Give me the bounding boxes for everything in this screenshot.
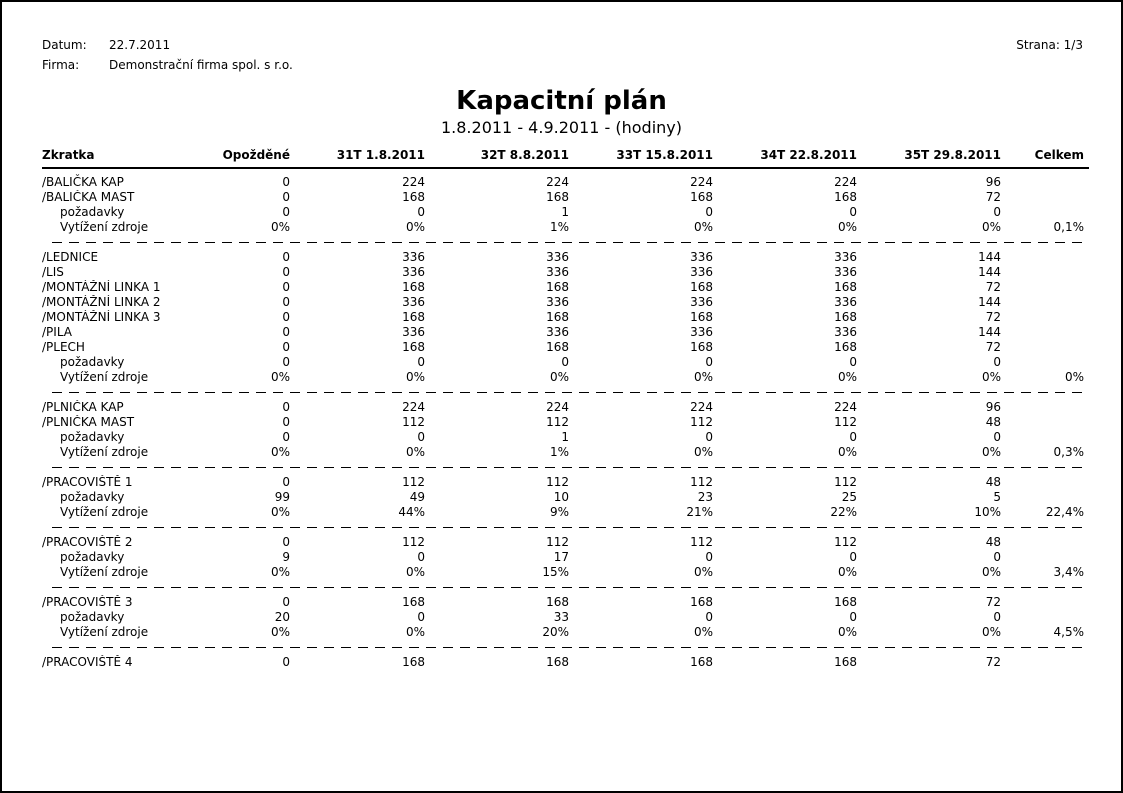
separator-cell <box>42 235 1089 250</box>
separator-cell <box>42 640 1089 655</box>
cell-value: 0 <box>282 355 290 369</box>
cell-value: 0% <box>549 370 569 384</box>
cell-value: 72 <box>985 655 1001 669</box>
cell-value: 168 <box>546 655 569 669</box>
cell-value: 20 <box>274 610 290 624</box>
dashed-divider <box>52 527 1089 528</box>
table-row <box>42 295 1089 310</box>
cell-value: 224 <box>690 175 713 189</box>
cell-value <box>1001 535 1089 550</box>
cell-value <box>1001 295 1089 310</box>
cell-value: 168 <box>402 190 425 204</box>
cell-value: 168 <box>834 595 857 609</box>
table-row <box>42 190 1089 205</box>
cell-value: 144 <box>978 295 1001 309</box>
company-label: Firma: <box>42 58 80 72</box>
separator-cell <box>42 520 1089 535</box>
cell-value: 336 <box>546 265 569 279</box>
table-row <box>42 280 1089 295</box>
cell-value: 0 <box>282 175 290 189</box>
dashed-divider <box>52 242 1089 243</box>
cell-value: 72 <box>985 280 1001 294</box>
cell-value: 0 <box>282 655 290 669</box>
row-label: /PLECH <box>42 340 85 354</box>
table-row <box>42 610 1089 625</box>
cell-value <box>1001 205 1089 220</box>
cell-value: 0 <box>282 340 290 354</box>
cell-value: 112 <box>690 475 713 489</box>
cell-value <box>1001 355 1089 370</box>
cell-value: 336 <box>834 295 857 309</box>
cell-value: 0% <box>405 370 425 384</box>
cell-value: 0 <box>282 325 290 339</box>
cell-value: 0% <box>693 565 713 579</box>
cell-value: 0 <box>705 610 713 624</box>
row-label: /PILA <box>42 325 72 339</box>
table-row <box>42 595 1089 610</box>
cell-value: 0% <box>837 625 857 639</box>
row-label: Vytížení zdroje <box>60 565 149 579</box>
table-row <box>42 310 1089 325</box>
cell-value: 0% <box>837 220 857 234</box>
cell-value: 168 <box>402 340 425 354</box>
table-row <box>42 535 1089 550</box>
cell-value: 168 <box>690 340 713 354</box>
cell-value: 99 <box>274 490 290 504</box>
cell-value: 49 <box>409 490 425 504</box>
cell-value: 0 <box>849 610 857 624</box>
row-label: /BALIČKA MAST <box>42 190 135 204</box>
cell-value <box>1001 168 1089 190</box>
cell-value: 0 <box>417 355 425 369</box>
cell-value: 144 <box>978 325 1001 339</box>
cell-value: 168 <box>690 190 713 204</box>
row-label: /LIS <box>42 265 64 279</box>
cell-value: 20% <box>542 625 569 639</box>
cell-value: 0 <box>993 205 1001 219</box>
cell-value: 168 <box>546 310 569 324</box>
cell-value: 25 <box>841 490 857 504</box>
separator-cell <box>42 580 1089 595</box>
table-row <box>42 415 1089 430</box>
table-row <box>42 355 1089 370</box>
table-row <box>42 265 1089 280</box>
report-subtitle: 1.8.2011 - 4.9.2011 - (hodiny) <box>440 118 682 137</box>
table-row <box>42 205 1089 220</box>
cell-value: 0 <box>849 430 857 444</box>
table-row <box>42 565 1089 580</box>
cell-value <box>1001 655 1089 670</box>
table-row <box>42 220 1089 235</box>
cell-value: 72 <box>985 340 1001 354</box>
row-label: požadavky <box>60 610 125 624</box>
cell-value: 168 <box>546 190 569 204</box>
cell-value <box>1001 610 1089 625</box>
cell-value: 0 <box>849 355 857 369</box>
row-label: /PRACOVIŠTĚ 1 <box>42 475 133 489</box>
cell-value: 0 <box>282 310 290 324</box>
meta-date-row <box>42 35 293 55</box>
cell-value <box>1001 475 1089 490</box>
cell-value: 0% <box>693 445 713 459</box>
cell-value: 0 <box>282 295 290 309</box>
row-label: /PLNIČKA MAST <box>42 415 135 429</box>
cell-value <box>1001 250 1089 265</box>
cell-value: 0 <box>849 205 857 219</box>
table-row <box>42 475 1089 490</box>
cell-value <box>1001 550 1089 565</box>
cell-value: 112 <box>402 415 425 429</box>
cell-value: 72 <box>985 310 1001 324</box>
cell-value: 112 <box>546 535 569 549</box>
cell-value: 0% <box>981 565 1001 579</box>
column-header-week31: 31T 1.8.2011 <box>290 148 425 168</box>
column-header-week35: 35T 29.8.2011 <box>857 148 1001 168</box>
cell-value: 168 <box>402 595 425 609</box>
cell-value: 224 <box>834 175 857 189</box>
cell-value: 336 <box>690 250 713 264</box>
cell-value: 1% <box>549 445 569 459</box>
meta-company-row <box>42 55 293 75</box>
cell-value <box>1001 325 1089 340</box>
cell-value: 224 <box>402 175 425 189</box>
cell-value: 144 <box>978 250 1001 264</box>
cell-value: 23 <box>697 490 713 504</box>
table-header-row <box>42 148 1089 168</box>
cell-value: 144 <box>978 265 1001 279</box>
cell-value: 0% <box>270 220 290 234</box>
cell-value: 0% <box>693 370 713 384</box>
report-title: Kapacitní plán <box>456 86 667 116</box>
column-header-week32: 32T 8.8.2011 <box>425 148 569 168</box>
cell-value: 96 <box>985 400 1001 414</box>
dashed-divider <box>52 392 1089 393</box>
cell-value: 0 <box>417 550 425 564</box>
cell-value <box>1001 595 1089 610</box>
cell-value: 168 <box>690 655 713 669</box>
cell-value: 336 <box>834 265 857 279</box>
cell-value: 1 <box>561 205 569 219</box>
row-label: /MONTÁŽNÍ LINKA 2 <box>42 295 161 309</box>
cell-value: 0% <box>405 625 425 639</box>
cell-value <box>1001 280 1089 295</box>
cell-value: 0 <box>282 475 290 489</box>
cell-value: 0% <box>405 220 425 234</box>
row-label: požadavky <box>60 430 125 444</box>
separator-cell <box>42 385 1089 400</box>
dashed-divider <box>52 647 1089 648</box>
row-label: požadavky <box>60 355 125 369</box>
cell-value <box>1001 490 1089 505</box>
cell-value: 0% <box>405 445 425 459</box>
table-row <box>42 430 1089 445</box>
cell-value: 224 <box>834 400 857 414</box>
cell-value: 112 <box>834 415 857 429</box>
cell-value: 0% <box>270 370 290 384</box>
cell-value: 0 <box>282 595 290 609</box>
row-label: Vytížení zdroje <box>60 625 149 639</box>
cell-value: 336 <box>402 295 425 309</box>
table-row <box>42 505 1089 520</box>
group-separator-row <box>42 580 1089 595</box>
cell-value: 112 <box>546 415 569 429</box>
company-value: Demonstrační firma spol. s r.o. <box>109 58 293 72</box>
table-row <box>42 325 1089 340</box>
cell-value: 336 <box>546 295 569 309</box>
table-row <box>42 400 1089 415</box>
cell-value: 72 <box>985 595 1001 609</box>
cell-value: 168 <box>546 280 569 294</box>
cell-value: 0 <box>561 355 569 369</box>
cell-value: 17 <box>553 550 569 564</box>
cell-value: 0 <box>705 205 713 219</box>
report-meta <box>42 35 293 75</box>
row-label: /MONTÁŽNÍ LINKA 3 <box>42 310 161 324</box>
cell-value: 0 <box>993 355 1001 369</box>
cell-value: 336 <box>690 295 713 309</box>
cell-value: 112 <box>546 475 569 489</box>
cell-value: 44% <box>398 505 425 519</box>
cell-value: 0% <box>270 625 290 639</box>
cell-value: 224 <box>402 400 425 414</box>
table-row <box>42 370 1089 385</box>
cell-value: 336 <box>402 250 425 264</box>
cell-value: 168 <box>834 340 857 354</box>
column-header-opozdene: Opožděné <box>222 148 290 168</box>
cell-value: 72 <box>985 190 1001 204</box>
cell-value: 15% <box>542 565 569 579</box>
cell-value: 336 <box>690 265 713 279</box>
cell-value: 0 <box>282 280 290 294</box>
cell-value: 0 <box>417 610 425 624</box>
row-label: Vytížení zdroje <box>60 220 149 234</box>
cell-value: 336 <box>834 250 857 264</box>
cell-value: 168 <box>690 310 713 324</box>
column-header-zkratka: Zkratka <box>42 148 222 168</box>
group-separator-row <box>42 385 1089 400</box>
cell-value: 0% <box>405 565 425 579</box>
cell-value: 0% <box>981 370 1001 384</box>
row-label: Vytížení zdroje <box>60 370 149 384</box>
cell-value: 0% <box>1064 370 1084 384</box>
cell-value: 0 <box>417 430 425 444</box>
cell-value <box>1001 265 1089 280</box>
table-row <box>42 655 1089 670</box>
cell-value: 336 <box>546 325 569 339</box>
cell-value: 0% <box>837 445 857 459</box>
cell-value: 48 <box>985 415 1001 429</box>
cell-value: 0 <box>993 430 1001 444</box>
cell-value: 0,1% <box>1053 220 1084 234</box>
cell-value: 336 <box>690 325 713 339</box>
capacity-table <box>42 148 1089 670</box>
cell-value <box>1001 415 1089 430</box>
cell-value: 112 <box>834 475 857 489</box>
cell-value: 0% <box>270 565 290 579</box>
cell-value: 0 <box>705 430 713 444</box>
table-body <box>42 168 1089 670</box>
row-label: požadavky <box>60 490 125 504</box>
cell-value: 0 <box>705 355 713 369</box>
cell-value: 168 <box>402 655 425 669</box>
row-label: požadavky <box>60 205 125 219</box>
cell-value: 4,5% <box>1053 625 1084 639</box>
group-separator-row <box>42 235 1089 250</box>
cell-value: 168 <box>690 280 713 294</box>
cell-value: 168 <box>834 280 857 294</box>
table-row <box>42 490 1089 505</box>
table-row <box>42 445 1089 460</box>
cell-value: 336 <box>546 250 569 264</box>
cell-value: 0 <box>993 550 1001 564</box>
cell-value: 112 <box>834 535 857 549</box>
date-value: 22.7.2011 <box>109 38 171 52</box>
cell-value: 0% <box>837 565 857 579</box>
cell-value: 22,4% <box>1045 505 1084 519</box>
row-label: /LEDNICE <box>42 250 99 264</box>
table-row <box>42 625 1089 640</box>
cell-value: 0 <box>993 610 1001 624</box>
cell-value: 10% <box>974 505 1001 519</box>
table-row <box>42 550 1089 565</box>
cell-value: 224 <box>546 400 569 414</box>
column-header-celkem: Celkem <box>1001 148 1089 168</box>
cell-value: 336 <box>402 325 425 339</box>
cell-value: 0 <box>417 205 425 219</box>
page-number: Strana: 1/3 <box>1016 38 1083 52</box>
cell-value: 168 <box>546 595 569 609</box>
cell-value: 224 <box>546 175 569 189</box>
cell-value: 168 <box>834 655 857 669</box>
cell-value: 0% <box>693 625 713 639</box>
dashed-divider <box>52 467 1089 468</box>
cell-value: 224 <box>690 400 713 414</box>
cell-value: 0 <box>282 415 290 429</box>
table-row <box>42 340 1089 355</box>
row-label: požadavky <box>60 550 125 564</box>
row-label: Vytížení zdroje <box>60 445 149 459</box>
cell-value: 0 <box>282 400 290 414</box>
cell-value: 9 <box>282 550 290 564</box>
table-row <box>42 168 1089 190</box>
cell-value: 48 <box>985 475 1001 489</box>
cell-value: 48 <box>985 535 1001 549</box>
table-row <box>42 250 1089 265</box>
cell-value: 112 <box>690 535 713 549</box>
row-label: /PRACOVIŠTĚ 4 <box>42 655 133 669</box>
cell-value: 0% <box>693 220 713 234</box>
cell-value: 336 <box>834 325 857 339</box>
row-label: /PLNIČKA KAP <box>42 400 124 414</box>
cell-value: 168 <box>402 280 425 294</box>
cell-value: 21% <box>686 505 713 519</box>
cell-value: 112 <box>402 475 425 489</box>
cell-value: 33 <box>553 610 569 624</box>
cell-value <box>1001 340 1089 355</box>
cell-value: 3,4% <box>1053 565 1084 579</box>
cell-value: 0 <box>282 265 290 279</box>
date-label: Datum: <box>42 38 87 52</box>
cell-value: 0,3% <box>1053 445 1084 459</box>
column-header-week34: 34T 22.8.2011 <box>713 148 857 168</box>
dashed-divider <box>52 587 1089 588</box>
cell-value: 5 <box>993 490 1001 504</box>
cell-value: 168 <box>834 190 857 204</box>
cell-value: 0% <box>981 220 1001 234</box>
row-label: /PRACOVIŠTĚ 2 <box>42 535 133 549</box>
cell-value: 1% <box>549 220 569 234</box>
row-label: /BALIČKA KAP <box>42 175 124 189</box>
cell-value: 1 <box>561 430 569 444</box>
cell-value: 168 <box>690 595 713 609</box>
cell-value: 336 <box>402 265 425 279</box>
cell-value: 9% <box>549 505 569 519</box>
cell-value: 168 <box>402 310 425 324</box>
separator-cell <box>42 460 1089 475</box>
cell-value: 10 <box>553 490 569 504</box>
cell-value: 0% <box>270 505 290 519</box>
group-separator-row <box>42 520 1089 535</box>
cell-value: 168 <box>834 310 857 324</box>
cell-value <box>1001 430 1089 445</box>
cell-value: 112 <box>402 535 425 549</box>
cell-value: 0% <box>981 625 1001 639</box>
group-separator-row <box>42 640 1089 655</box>
row-label: Vytížení zdroje <box>60 505 149 519</box>
row-label: /PRACOVIŠTĚ 3 <box>42 595 133 609</box>
cell-value: 0 <box>282 535 290 549</box>
cell-value: 0% <box>270 445 290 459</box>
cell-value: 0 <box>282 430 290 444</box>
cell-value: 0 <box>282 205 290 219</box>
cell-value <box>1001 310 1089 325</box>
cell-value: 22% <box>830 505 857 519</box>
group-separator-row <box>42 460 1089 475</box>
cell-value: 0 <box>705 550 713 564</box>
cell-value: 0% <box>837 370 857 384</box>
cell-value <box>1001 190 1089 205</box>
column-header-week33: 33T 15.8.2011 <box>569 148 713 168</box>
cell-value: 168 <box>546 340 569 354</box>
row-label: /MONTÁŽNÍ LINKA 1 <box>42 280 161 294</box>
cell-value: 0 <box>282 190 290 204</box>
cell-value: 0 <box>282 250 290 264</box>
cell-value: 96 <box>985 175 1001 189</box>
cell-value <box>1001 400 1089 415</box>
cell-value: 0% <box>981 445 1001 459</box>
cell-value: 0 <box>849 550 857 564</box>
cell-value: 112 <box>690 415 713 429</box>
